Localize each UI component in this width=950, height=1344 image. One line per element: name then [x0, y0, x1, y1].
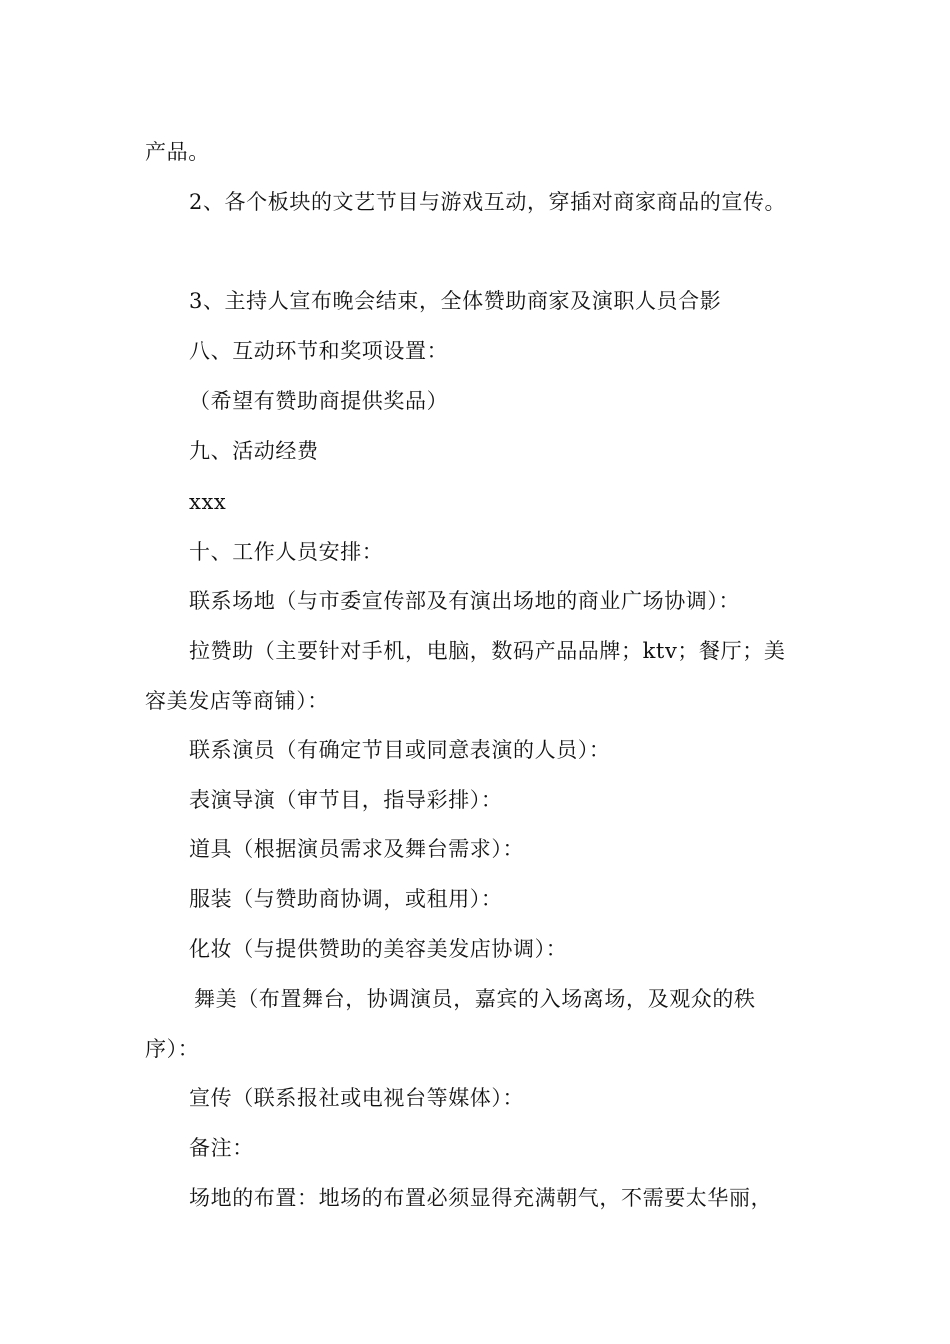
section-heading-staff: 十、工作人员安排： — [189, 540, 384, 564]
text-line-stage-design: 舞美（布置舞台，协调演员，嘉宾的入场离场，及观众的秩 — [194, 987, 756, 1011]
section-heading-notes: 备注： — [189, 1136, 254, 1160]
text-line-props: 道具（根据演员需求及舞台需求）： — [189, 837, 525, 861]
text-line-performers: 联系演员（有确定节目或同意表演的人员）： — [189, 738, 611, 762]
section-heading-interaction-awards: 八、互动环节和奖项设置： — [189, 339, 449, 363]
text-line-publicity: 宣传（联系报社或电视台等媒体）： — [189, 1086, 525, 1110]
text-line-director: 表演导演（审节目，指导彩排）： — [189, 788, 503, 812]
text-line-costumes: 服装（与赞助商协调，或租用）： — [189, 887, 503, 911]
text-line-item-2: 2、各个板块的文艺节目与游戏互动，穿插对商家商品的宣传。 — [189, 190, 787, 214]
text-line-venue-layout: 场地的布置：地场的布置必须显得充满朝气，不需要太华丽， — [189, 1186, 773, 1210]
text-line-sponsorship: 拉赞助（主要针对手机，电脑，数码产品品牌；ktv；餐厅；美 — [189, 639, 786, 663]
text-line-product-end: 产品。 — [145, 140, 210, 164]
text-line-prize-note: （希望有赞助商提供奖品） — [189, 389, 449, 413]
text-line-venue-contact: 联系场地（与市委宣传部及有演出场地的商业广场协调）： — [189, 589, 741, 613]
text-line-makeup: 化妆（与提供赞助的美容美发店协调）： — [189, 937, 568, 961]
section-heading-budget: 九、活动经费 — [189, 439, 319, 463]
text-line-stage-design-cont: 序）： — [145, 1037, 200, 1061]
text-line-item-3: 3、主持人宣布晚会结束，全体赞助商家及演职人员合影 — [189, 289, 722, 313]
text-line-budget-value: xxx — [189, 490, 227, 514]
text-line-sponsorship-cont: 容美发店等商铺）： — [145, 689, 329, 713]
